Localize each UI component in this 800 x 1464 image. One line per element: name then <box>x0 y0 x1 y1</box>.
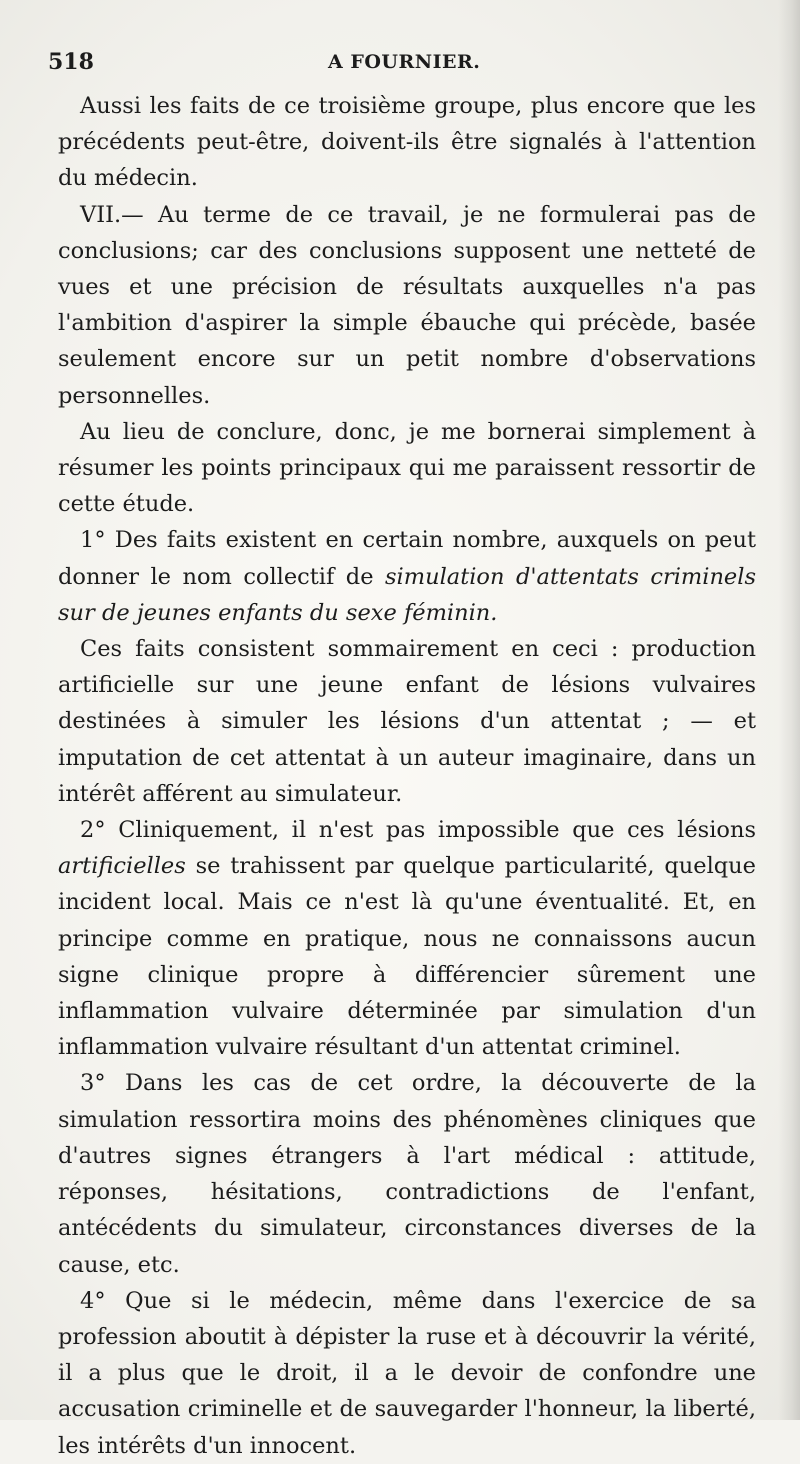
page-header <box>48 44 758 80</box>
paragraph: VII.— Au terme de ce travail, je ne formulerai pas de conclusions; car des conclusions supposent une netteté de vues et une précision de résultats auxquelles n'a pas l'ambition d'aspirer la simple ébauche qui précède, basée seulement encore sur un petit nombre d'observations personnelles. <box>58 201 756 409</box>
page-number: 518 <box>48 49 94 75</box>
running-title: A FOURNIER. <box>328 51 481 73</box>
paragraph: 3° Dans les cas de cet ordre, la découverte de la simulation ressortira moins des phénomènes cliniques que d'autres signes étrangers à l'art médical : attitude, réponses, hésitations, contradictions de l'enfant, antécédents du simulateur, circonstances diverses de la cause, etc. <box>58 1070 756 1278</box>
paragraph: Ces faits consistent sommairement en ceci : production artificielle sur une jeune enfant de lésions vulvaires destinées à simuler les lésions d'un attentat ; — et imputation de cet attentat à un auteur imaginaire, dans un intérêt afférent au simulateur. <box>58 636 756 807</box>
italic-term: artificielles <box>58 853 186 880</box>
paragraph: Au lieu de conclure, donc, je me bornerai simplement à résumer les points principaux qui me paraissent ressortir de cette étude. <box>58 418 756 518</box>
paragraph-text: 2° Cliniquement, il n'est pas impossible que ces lésions <box>80 817 756 844</box>
body-text <box>58 88 756 1464</box>
page-shadow <box>778 0 800 1420</box>
paragraph-text: se trahissent par quelque particularité, quelque incident local. Mais ce n'est là qu'une éventualité. Et, en principe comme en pratique, nous ne connaissons aucun signe clinique propre à différencier sûrement une inflammation vulvaire déterminée par simulation d'un inflammation vulvaire résultant d'un attentat criminel. <box>58 853 756 1061</box>
paragraph: 4° Que si le médecin, même dans l'exercice de sa profession aboutit à dépister la ruse et à découvrir la vérité, il a plus que le droit, il a le devoir de confondre une accusation criminelle et de sauvegarder l'honneur, la liberté, les intérêts d'un innocent. <box>58 1287 756 1459</box>
paragraph <box>58 522 756 631</box>
paragraph-text: 1° Des faits existent en certain nombre, auxquels on peut donner le nom collectif de <box>58 527 756 590</box>
italic-term: simulation d'attentats criminels sur de jeunes enfants du sexe féminin. <box>58 563 756 626</box>
paragraph: Aussi les faits de ce troisième groupe, plus encore que les précédents peut-être, doivent-ils être signalés à l'attention du médecin. <box>58 93 756 192</box>
paragraph <box>58 812 756 1065</box>
